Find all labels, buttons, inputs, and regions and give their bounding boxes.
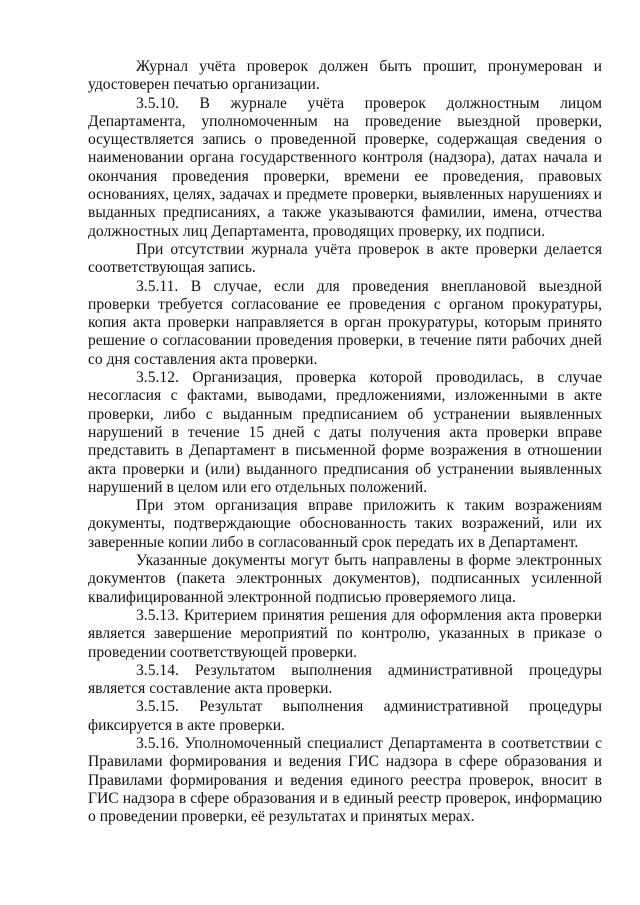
paragraph-3-5-13: 3.5.13. Критерием принятия решения для оформления акта проверки является завершение мероприятий по контролю, указанных в приказе о проведении соответствующей проверки. — [88, 606, 602, 661]
paragraph-attach-documents: При этом организация вправе приложить к таким возражениям документы, подтверждающие обоснованность таких возражений, или их заверенные копии либо в согласованный срок передать их в Департамент. — [88, 497, 602, 551]
paragraph-3-5-11: 3.5.11. В случае, если для проведения внеплановой выездной проверки требуется согласование ее проведения с органом прокуратуры, копия акта проверки направляется в орган прокуратуры, которым принято решение о согласовании проведения проверки, в течение пяти рабочих дней со дня составления акта проверки. — [88, 277, 602, 368]
paragraph-3-5-14: 3.5.14. Результатом выполнения административной процедуры является составление акта проверки. — [88, 661, 602, 698]
paragraph-electronic-documents: Указанные документы могут быть направлены в форме электронных документов (пакета электронных документов), подписанных усиленной квалифицированной электронной подписью проверяемого лица. — [88, 552, 602, 606]
paragraph-journal-binding: Журнал учёта проверок должен быть прошит, пронумерован и удостоверен печатью организации. — [88, 58, 602, 94]
paragraph-no-journal: При отсутствии журнала учёта проверок в акте проверки делается соответствующая запись. — [88, 240, 602, 277]
paragraph-3-5-10: 3.5.10. В журнале учёта проверок должностным лицом Департамента, уполномоченным на проведение выездной проверки, осуществляется запись о проведенной проверке, содержащая сведения о наименовании органа государственного контроля (надзора), датах начала и окончания проведения проверки, времени ее проведения, правовых основаниях, целях, задачах и предмете проверки, выявленных нарушениях и выданных предписаниях, а также указываются фамилии, имена, отчества должностных лиц Департамента, проводящих проверку, их подписи. — [88, 94, 602, 240]
paragraph-3-5-16: 3.5.16. Уполномоченный специалист Департамента в соответствии с Правилами формирования и ведения ГИС надзора в сфере образования и Правилами формирования и ведения единого реестра проверок, вносит в ГИС надзора в сфере образования и в единый реестр проверок, информацию о проведении проверки, её результатах и принятых мерах. — [88, 734, 602, 826]
paragraph-3-5-15: 3.5.15. Результат выполнения административной процедуры фиксируется в акте проверки. — [88, 698, 602, 734]
document-body — [88, 58, 602, 826]
paragraph-3-5-12: 3.5.12. Организация, проверка которой проводилась, в случае несогласия с фактами, выводами, предложениями, изложенными в акте проверки, либо с выданным предписанием об устранении выявленных нарушений в течение 15 дней с даты получения акта проверки вправе представить в Департамент в письменной форме возражения в отношении акта проверки и (или) выданного предписания об устранении выявленных нарушений в целом или его отдельных положений. — [88, 369, 602, 496]
